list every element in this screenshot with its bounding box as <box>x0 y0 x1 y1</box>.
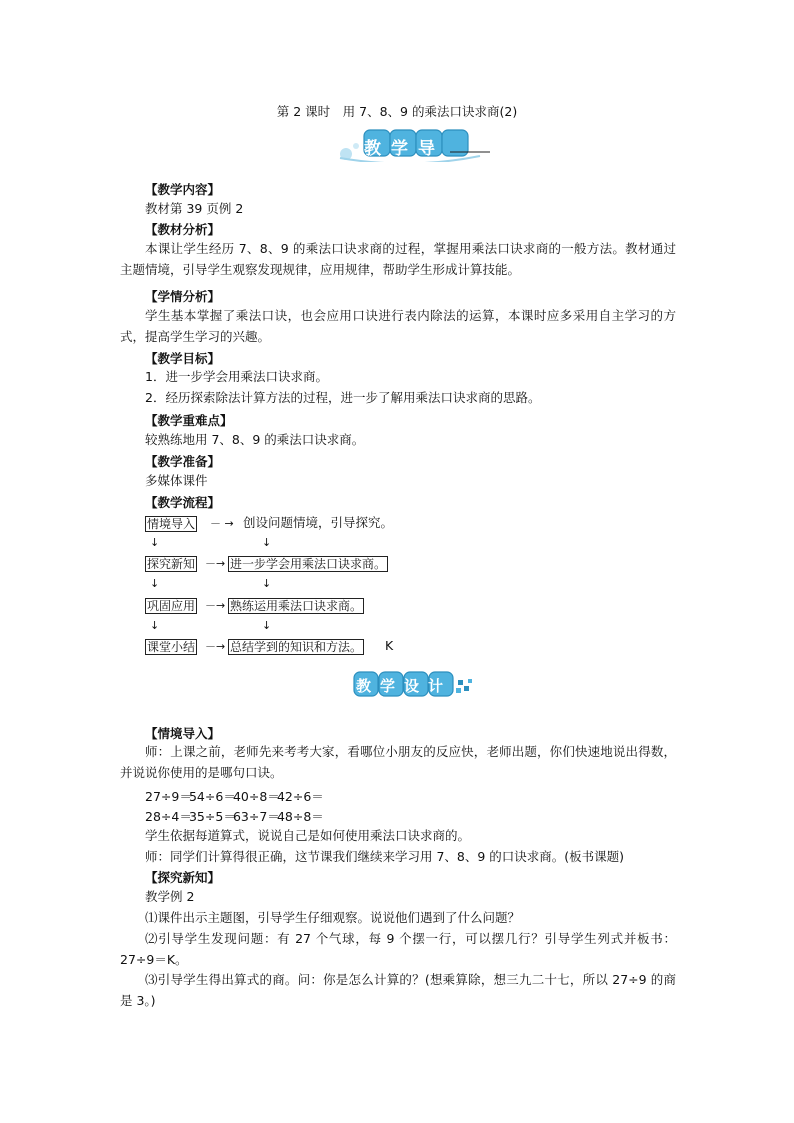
example-label: 教学例 2 <box>145 889 195 904</box>
section-teaching-content: 【教学内容】 <box>145 182 221 197</box>
equation-6: 35÷5＝ <box>188 809 236 824</box>
equation-row-2 <box>145 807 324 825</box>
flow-arrow-2: －→ <box>205 557 226 570</box>
equation-4: 42÷6＝ <box>276 789 324 804</box>
explore-step-1: ⑴课件出示主题图，引导学生仔细观察。说说他们遇到了什么问题？ <box>145 910 521 925</box>
section-explore-new: 【探究新知】 <box>145 870 221 885</box>
flow-down-arrow-2b: ↓ <box>262 577 272 590</box>
section-key-difficulty: 【教学重难点】 <box>145 413 233 428</box>
lesson-title: 第 2 课时 用 7、8、9 的乘法口诀求商(2) <box>276 104 518 119</box>
after-equation-text: 学生依据每道算式，说说自己是如何使用乘法口诀求商的。 <box>145 828 471 843</box>
equation-7: 63÷7＝ <box>232 809 280 824</box>
banner-teaching-guide-text: 教学导航 <box>364 139 445 184</box>
section-student-analysis: 【学情分析】 <box>145 289 221 304</box>
flow-step-4: 课堂小结 <box>147 640 196 654</box>
section-material-analysis: 【教材分析】 <box>145 222 221 237</box>
section-teaching-flow: 【教学流程】 <box>145 495 221 510</box>
flow-down-arrow-3a: ↓ <box>150 619 160 632</box>
explore-step-3: ⑶引导学生得出算式的商。问：你是怎么计算的？(想乘算除，想三九二十七，所以 27÷9 的商是 3。) <box>120 972 676 1008</box>
flow-arrow-4: －→ <box>205 640 226 653</box>
section-preparation: 【教学准备】 <box>145 454 221 469</box>
flow-down-arrow-1a: ↓ <box>150 536 160 549</box>
equation-8: 48÷8＝ <box>276 809 324 824</box>
banner-teaching-design-text: 教学设计 <box>356 677 453 695</box>
equation-2: 54÷6＝ <box>188 789 236 804</box>
flow-desc-3: 熟练运用乘法口诀求商。 <box>230 599 363 613</box>
equation-5: 28÷4＝ <box>145 809 192 824</box>
equation-1: 27÷9＝ <box>145 789 192 804</box>
material-analysis-text: 本课让学生经历 7、8、9 的乘法口诀求商的过程，掌握用乘法口诀求商的一般方法。教材通过主题情境，引导学生观察发现规律，应用规律，帮助学生形成计算技能。 <box>120 241 676 277</box>
explore-step-2: ⑵引导学生发现问题：有 27 个气球，每 9 个摆一行，可以摆几行？引导学生列式并板书：27÷9＝K。 <box>120 931 676 967</box>
banner-teaching-guide <box>330 124 490 184</box>
flow-arrow-1: － → <box>210 517 234 530</box>
flow-down-arrow-3b: ↓ <box>262 619 272 632</box>
flow-step-2: 探究新知 <box>147 557 196 571</box>
preparation-text: 多媒体课件 <box>145 473 208 488</box>
flow-down-arrow-2a: ↓ <box>150 577 160 590</box>
flow-step-3: 巩固应用 <box>147 599 196 613</box>
section-scenario-intro: 【情境导入】 <box>145 726 221 741</box>
flow-desc-1: 创设问题情境，引导探究。 <box>243 515 394 530</box>
flow-desc-4: 总结学到的知识和方法。 <box>230 640 363 654</box>
section-teaching-goal: 【教学目标】 <box>145 351 221 366</box>
teacher-line-text: 师：同学们计算得很正确，这节课我们继续来学习用 7、8、9 的口诀求商。(板书课题) <box>145 849 625 864</box>
teaching-goal-2: 2．经历探索除法计算方法的过程，进一步了解用乘法口诀求商的思路。 <box>145 390 541 405</box>
teaching-content-text: 教材第 39 页例 2 <box>145 201 244 216</box>
student-analysis-text: 学生基本掌握了乘法口诀，也会应用口诀进行表内除法的运算，本课时应多采用自主学习的方式，提高学生学习的兴趣。 <box>120 308 676 344</box>
flow-down-arrow-1b: ↓ <box>262 536 272 549</box>
key-difficulty-text: 较熟练地用 7、8、9 的乘法口诀求商。 <box>145 432 365 447</box>
flow-tail-mark: K <box>385 638 394 653</box>
equation-row-1 <box>145 787 324 805</box>
equation-3: 40÷8＝ <box>232 789 280 804</box>
scenario-intro-text: 师：上课之前，老师先来考考大家，看哪位小朋友的反应快，老师出题，你们快速地说出得数，并说说你使用的是哪句口诀。 <box>120 744 676 780</box>
flow-arrow-3: －→ <box>205 599 226 612</box>
flow-desc-2: 进一步学会用乘法口诀求商。 <box>230 557 387 571</box>
banner-teaching-design <box>352 668 477 702</box>
flow-step-1: 情境导入 <box>147 517 196 531</box>
teaching-goal-1: 1．进一步学会用乘法口诀求商。 <box>145 369 328 384</box>
